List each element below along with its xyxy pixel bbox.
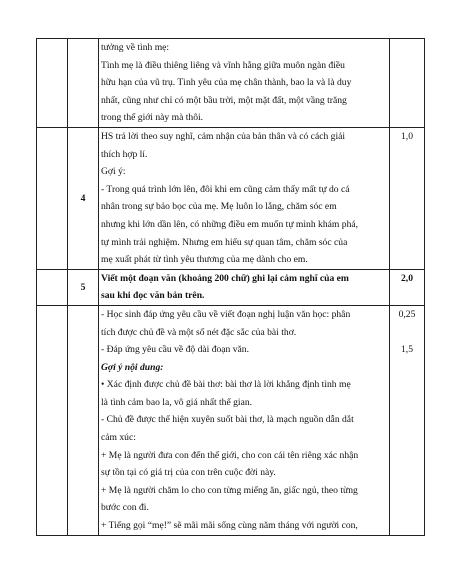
text-line: sau khi đọc văn bản trên.	[101, 290, 205, 302]
table-row	[37, 305, 425, 535]
empty-cell	[37, 305, 68, 535]
text-line: - Chủ đề được thể hiện xuyên suốt bài thơ, là mạch nguồn dẫn dắt	[101, 414, 354, 426]
text-line: - Đáp ứng yêu cầu về độ dài đoạn văn.	[101, 344, 249, 356]
text-line: • Xác định được chủ đề bài thơ: bài thơ là lời khẳng định tình mẹ	[101, 379, 351, 391]
text-line: nhưng khi lớn dần lên, có những điều em muốn tự mình khám phá,	[101, 218, 359, 230]
text-line: sự tồn tại có giá trị của con trên cuộc đời này.	[101, 467, 276, 479]
table-row	[37, 39, 425, 128]
text-line: thích hợp lí.	[101, 148, 148, 160]
text-line: tích được chủ đề và một số nét đặc sắc của bài thơ.	[101, 326, 297, 338]
table-row	[37, 127, 425, 269]
text-line: nhân trong sự bảo bọc của mẹ. Mẹ luôn lo lắng, chăm sóc em	[101, 201, 337, 213]
text-line: + Mẹ là người chăm lo cho con từng miếng ăn, giấc ngủ, theo từng	[101, 484, 358, 496]
text-line: - Trong quá trình lớn lên, đôi khi em cũng cảm thấy mất tự do cá	[101, 183, 350, 195]
question-number	[68, 39, 99, 128]
text-line: + Mẹ là người đưa con đến thế giới, cho con cái tên riêng xác nhận	[101, 449, 359, 461]
text-line: hữu hạn của vũ trụ. Tình yêu của mẹ chân thành, bao la và là duy	[101, 77, 352, 89]
text-line: trong thế giới này mà thôi.	[101, 112, 204, 124]
score-cell	[390, 39, 425, 128]
answer-content	[99, 305, 390, 535]
subheading: Gợi ý nội dung:	[101, 361, 164, 373]
answer-table	[36, 38, 425, 536]
text-line: - Học sinh đáp ứng yêu cầu về viết đoạn nghị luận văn học: phân	[101, 308, 351, 320]
text-line: HS trả lời theo suy nghĩ, cảm nhận của bản thân và có cách giải	[101, 130, 346, 142]
text-line: mẹ xuất phát từ tình yêu thương của mẹ dành cho em.	[101, 254, 308, 266]
text-line: nhất, cũng như chỉ có một bầu trời, một mặt đất, một vầng trăng	[101, 94, 347, 106]
text-line: là tình cảm bao la, vô giá nhất thế gian.	[101, 396, 253, 408]
text-line: bước con đi.	[101, 502, 149, 514]
answer-content	[99, 39, 390, 128]
question-prompt	[99, 269, 390, 305]
text-line: tưởng về tình mẹ:	[101, 42, 170, 53]
text-line: Viết một đoạn văn (khoảng 200 chữ) ghi lại cảm nghĩ của em	[101, 272, 349, 284]
score-cell: 2,0	[390, 269, 425, 305]
question-number	[68, 305, 99, 535]
question-number: 5	[68, 269, 99, 305]
text-line: cảm xúc:	[101, 432, 136, 444]
empty-cell	[37, 39, 68, 128]
empty-cell	[37, 127, 68, 269]
score-cell	[390, 305, 425, 535]
text-line: tự mình trải nghiệm. Nhưng em hiểu sự quan tâm, chăm sóc của	[101, 236, 348, 248]
text-line: Tình mẹ là điều thiêng liêng và vĩnh hằng giữa muôn ngàn điều	[101, 59, 345, 71]
score-cell: 1,0	[390, 127, 425, 269]
score-value: 1,5	[401, 344, 413, 356]
table-row	[37, 269, 425, 305]
question-number: 4	[68, 127, 99, 269]
score-value: 0,25	[398, 308, 416, 320]
empty-cell	[37, 269, 68, 305]
answer-content	[99, 127, 390, 269]
text-line: Gợi ý:	[101, 166, 126, 178]
text-line: + Tiếng gọi “mẹ!” sẽ mãi mãi sống cùng năm tháng với người con,	[101, 520, 358, 532]
